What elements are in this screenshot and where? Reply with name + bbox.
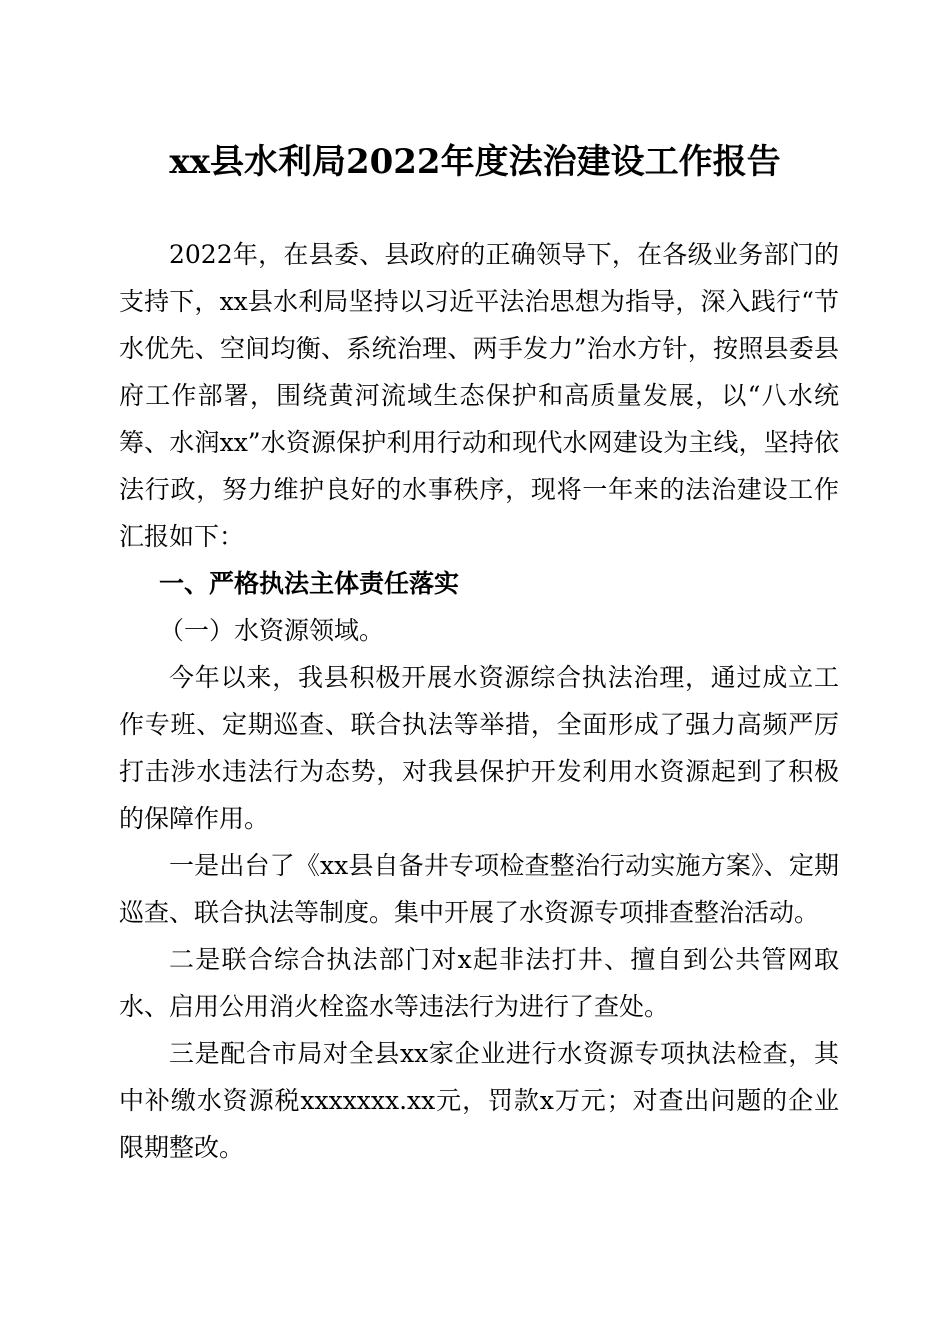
section-heading-1: 一、严格执法主体责任落实 [159, 569, 460, 598]
paragraph-4: 三是配合市局对全县xx家企业进行水资源专项执法检查，其中补缴水资源税xxxxxxx.xx元，罚款x万元；对查出问题的企业限期整改。 [119, 1039, 839, 1162]
document-body [119, 231, 839, 1171]
paragraph-1: 今年以来，我县积极开展水资源综合执法治理，通过成立工作专班、定期巡查、联合执法等举措，全面形成了强力高频严厉打击涉水违法行为态势，对我县保护开发利用水资源起到了积极的保障作用。 [119, 663, 839, 833]
subsection-heading-1: （一）水资源领域。 [159, 616, 385, 645]
intro-paragraph: 2022年，在县委、县政府的正确领导下，在各级业务部门的支持下，xx县水利局坚持以习近平法治思想为指导，深入践行“节水优先、空间均衡、系统治理、两手发力”治水方针，按照县委县府工作部署，围绕黄河流域生态保护和高质量发展，以“八水统筹、水润xx”水资源保护利用行动和现代水网建设为主线，坚持依法行政，努力维护良好的水事秩序，现将一年来的法治建设工作汇报如下： [119, 240, 839, 551]
document-title: xx县水利局2022年度法治建设工作报告 [169, 142, 781, 182]
paragraph-3: 二是联合综合执法部门对x起非法打井、擅自到公共管网取水、启用公用消火栓盗水等违法行为进行了查处。 [119, 945, 839, 1021]
paragraph-2: 一是出台了《xx县自备井专项检查整治行动实施方案》、定期巡查、联合执法等制度。集中开展了水资源专项排查整治活动。 [119, 851, 839, 927]
